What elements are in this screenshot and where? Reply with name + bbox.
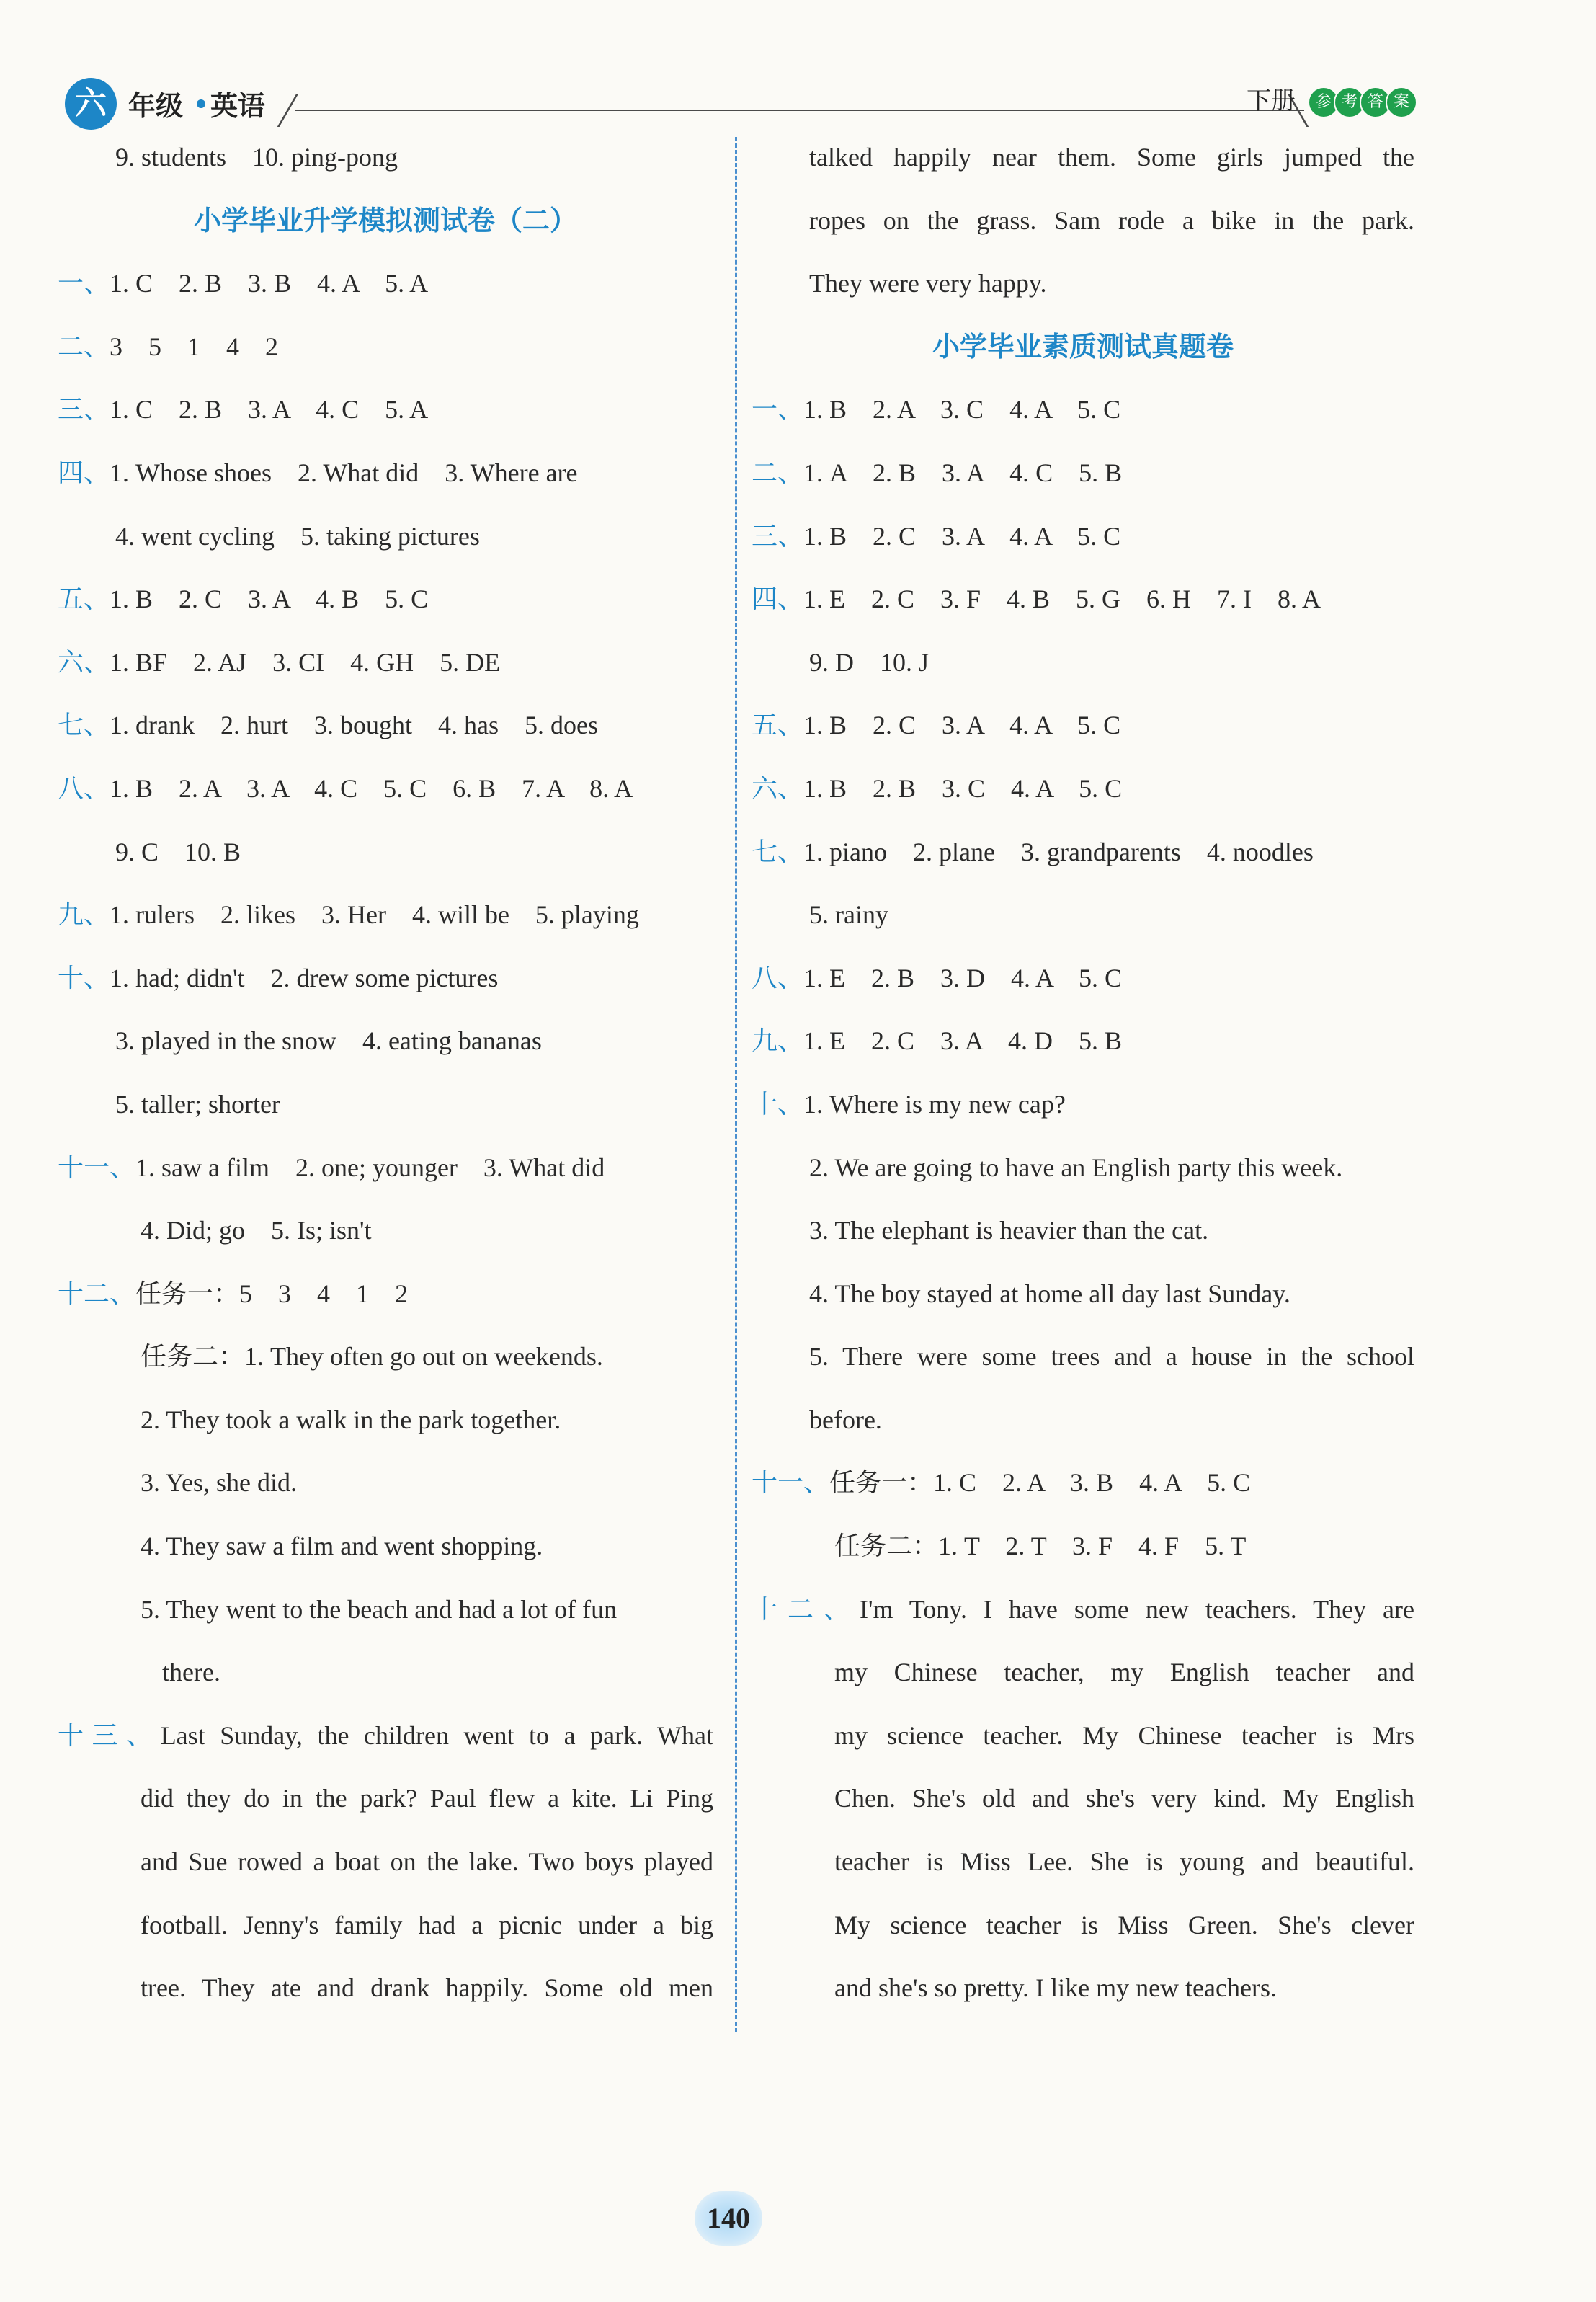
answer-badge-char: 参 bbox=[1308, 86, 1339, 118]
answer-line bbox=[58, 1641, 713, 1705]
answer-line bbox=[58, 252, 713, 316]
answer-badge-char: 案 bbox=[1386, 86, 1417, 118]
answer-line bbox=[752, 1831, 1414, 1894]
question-number: 九、 bbox=[752, 1026, 804, 1057]
answer-text: 1. B 2. C 3. A 4. A 5. C bbox=[803, 711, 1121, 740]
question-number: 八、 bbox=[752, 963, 804, 993]
answer-text: 3 5 1 4 2 bbox=[110, 332, 279, 361]
answer-text: talked happily near them. Some girls jumped the bbox=[809, 143, 1414, 172]
answer-text: 9. D 10. J bbox=[809, 647, 929, 677]
answer-text: 3. played in the snow 4. eating bananas bbox=[115, 1026, 542, 1056]
answer-line bbox=[58, 1389, 713, 1452]
answer-line bbox=[752, 568, 1414, 631]
question-number: 十、 bbox=[752, 1089, 804, 1119]
question-number: 一、 bbox=[58, 269, 110, 299]
answer-text: tree. They ate and drank happily. Some old men bbox=[141, 1973, 713, 2003]
answer-line bbox=[752, 1452, 1414, 1515]
answer-line bbox=[752, 1263, 1414, 1326]
answer-text: 1. Whose shoes 2. What did 3. Where are bbox=[110, 458, 578, 487]
answer-text: 1. A 2. B 3. A 4. C 5. B bbox=[803, 458, 1123, 487]
answer-line bbox=[58, 442, 713, 505]
answer-line bbox=[58, 1325, 713, 1389]
question-number: 十、 bbox=[58, 963, 110, 993]
answer-line bbox=[58, 1137, 713, 1200]
answer-text: 任务二：1. They often go out on weekends. bbox=[141, 1342, 603, 1372]
answer-line bbox=[752, 1515, 1414, 1578]
question-number: 十二、 bbox=[58, 1279, 136, 1309]
answer-text: there. bbox=[162, 1658, 220, 1687]
answer-line bbox=[58, 821, 713, 884]
answer-line bbox=[752, 1073, 1414, 1137]
answer-line bbox=[752, 757, 1414, 821]
answer-line bbox=[752, 1641, 1414, 1705]
question-number: 六、 bbox=[58, 647, 110, 677]
answer-text: 2. They took a walk in the park together. bbox=[141, 1405, 561, 1434]
page-number: 140 bbox=[695, 2191, 762, 2246]
answer-text: 4. went cycling 5. taking pictures bbox=[115, 521, 480, 551]
answer-text: 3. The elephant is heavier than the cat. bbox=[809, 1216, 1209, 1245]
grade-label: 年级 bbox=[128, 90, 184, 122]
answer-line bbox=[752, 1199, 1414, 1263]
answer-line bbox=[752, 1137, 1414, 1200]
question-number: 八、 bbox=[58, 773, 110, 804]
answer-line bbox=[752, 252, 1414, 316]
answer-text: before. bbox=[809, 1405, 882, 1434]
question-number: 九、 bbox=[58, 900, 110, 930]
answer-line bbox=[58, 1894, 713, 1957]
answer-text: Chen. She's old and she's very kind. My English bbox=[834, 1784, 1414, 1813]
question-number: 三、 bbox=[752, 521, 804, 551]
answer-text: 1. piano 2. plane 3. grandparents 4. noodles bbox=[803, 837, 1314, 866]
answer-line bbox=[58, 1263, 713, 1326]
answer-text: 1. rulers 2. likes 3. Her 4. will be 5. playing bbox=[110, 900, 639, 930]
answer-line bbox=[58, 126, 713, 190]
answer-text: 1. saw a film 2. one; younger 3. What did bbox=[135, 1152, 605, 1182]
answer-text: 9. C 10. B bbox=[115, 837, 241, 866]
header-rule bbox=[295, 110, 1304, 111]
answer-line bbox=[58, 631, 713, 695]
answer-badge-char: 答 bbox=[1360, 86, 1391, 118]
question-number: 四、 bbox=[58, 458, 110, 488]
answer-line bbox=[58, 1073, 713, 1137]
question-number: 十三、 bbox=[58, 1720, 161, 1751]
answer-text: 3. Yes, she did. bbox=[141, 1468, 298, 1498]
answer-text: teacher is Miss Lee. She is young and beautiful. bbox=[834, 1847, 1414, 1877]
section-title: 小学毕业升学模拟测试卷（二） bbox=[193, 204, 577, 236]
answer-text: 5. taller; shorter bbox=[115, 1089, 280, 1119]
answer-text: 1. B 2. C 3. A 4. B 5. C bbox=[110, 585, 429, 614]
answer-line bbox=[752, 1578, 1414, 1642]
answer-line bbox=[752, 1010, 1414, 1073]
question-number: 四、 bbox=[752, 585, 804, 615]
answer-line bbox=[58, 1705, 713, 1768]
answer-text: 1. B 2. C 3. A 4. A 5. C bbox=[803, 521, 1121, 551]
question-number: 十一、 bbox=[752, 1468, 830, 1498]
answer-text: 4. Did; go 5. Is; isn't bbox=[141, 1216, 372, 1245]
answer-line bbox=[752, 126, 1414, 190]
answer-text: ropes on the grass. Sam rode a bike in the park. bbox=[809, 205, 1414, 235]
answer-text: football. Jenny's family had a picnic under a big bbox=[141, 1910, 713, 1939]
answer-line bbox=[58, 505, 713, 569]
answer-text: 1. E 2. B 3. D 4. A 5. C bbox=[803, 963, 1123, 992]
question-number: 三、 bbox=[58, 395, 110, 425]
answer-line bbox=[58, 1452, 713, 1515]
answer-text: 2. We are going to have an English party this week. bbox=[809, 1152, 1343, 1182]
answer-line bbox=[752, 1389, 1414, 1452]
answer-line bbox=[752, 947, 1414, 1010]
answer-text: my science teacher. My Chinese teacher is Mrs bbox=[834, 1720, 1414, 1750]
answer-line bbox=[58, 1831, 713, 1894]
answer-text: 1. B 2. A 3. A 4. C 5. C 6. B 7. A 8. A bbox=[110, 773, 633, 803]
answer-text: 1. E 2. C 3. A 4. D 5. B bbox=[803, 1026, 1123, 1056]
question-number: 七、 bbox=[58, 711, 110, 741]
answer-text: 9. students 10. ping-pong bbox=[115, 143, 398, 172]
answer-text: 1. E 2. C 3. F 4. B 5. G 6. H 7. I 8. A bbox=[803, 585, 1321, 614]
answer-line bbox=[58, 757, 713, 821]
subject-label: 英语 bbox=[210, 90, 266, 122]
question-number: 五、 bbox=[58, 585, 110, 615]
answer-line bbox=[752, 1767, 1414, 1831]
answer-line bbox=[752, 190, 1414, 253]
column-divider bbox=[735, 137, 737, 2032]
answer-key-badges bbox=[1308, 86, 1412, 118]
separator-dot-icon bbox=[197, 99, 205, 108]
question-number: 二、 bbox=[752, 458, 804, 488]
answer-text: 1. B 2. B 3. C 4. A 5. C bbox=[803, 773, 1123, 803]
answer-text: I'm Tony. I have some new teachers. They are bbox=[859, 1594, 1414, 1624]
answer-line bbox=[58, 1515, 713, 1578]
volume-label: 下册 bbox=[1247, 86, 1296, 115]
answer-text: and she's so pretty. I like my new teachers. bbox=[834, 1973, 1277, 2003]
right-column bbox=[752, 126, 1414, 2020]
answer-line bbox=[58, 316, 713, 379]
answer-text: 任务一：5 3 4 1 2 bbox=[135, 1279, 409, 1308]
answer-line bbox=[752, 821, 1414, 884]
answer-line bbox=[58, 1010, 713, 1073]
answer-text: Last Sunday, the children went to a park. What bbox=[160, 1720, 713, 1750]
answer-text: 5. rainy bbox=[809, 900, 888, 930]
answer-line bbox=[58, 1199, 713, 1263]
answer-line bbox=[752, 505, 1414, 569]
answer-line bbox=[752, 378, 1414, 442]
answer-text: 4. They saw a film and went shopping. bbox=[141, 1532, 543, 1561]
answer-badge-char: 考 bbox=[1334, 86, 1365, 118]
question-number: 五、 bbox=[752, 711, 804, 741]
answer-text: 任务一：1. C 2. A 3. B 4. A 5. C bbox=[829, 1468, 1251, 1498]
answer-line bbox=[752, 694, 1414, 757]
answer-line bbox=[58, 568, 713, 631]
left-column bbox=[58, 126, 713, 2020]
answer-text: did they do in the park? Paul flew a kite. Li Ping bbox=[141, 1784, 713, 1813]
answer-line bbox=[752, 1705, 1414, 1768]
grade-badge: 六 bbox=[65, 78, 117, 130]
answer-line bbox=[752, 1325, 1414, 1389]
answer-text: 1. BF 2. AJ 3. CI 4. GH 5. DE bbox=[110, 647, 501, 677]
answer-line bbox=[58, 378, 713, 442]
answer-line bbox=[752, 884, 1414, 947]
answer-line bbox=[752, 1894, 1414, 1957]
answer-text: 1. had; didn't 2. drew some pictures bbox=[110, 963, 499, 992]
answer-text: 1. C 2. B 3. A 4. C 5. A bbox=[110, 395, 429, 425]
answer-line bbox=[752, 1957, 1414, 2020]
answer-text: 1. C 2. B 3. B 4. A 5. A bbox=[110, 269, 429, 298]
answer-line bbox=[58, 1767, 713, 1831]
answer-line bbox=[58, 947, 713, 1010]
question-number: 十一、 bbox=[58, 1152, 136, 1183]
question-number: 十二、 bbox=[752, 1594, 860, 1625]
answer-line bbox=[58, 1957, 713, 2020]
question-number: 六、 bbox=[752, 773, 804, 804]
answer-text: my Chinese teacher, my English teacher and bbox=[834, 1658, 1414, 1687]
answer-text: 4. The boy stayed at home all day last Sunday. bbox=[809, 1279, 1290, 1308]
answer-line bbox=[752, 442, 1414, 505]
answer-text: 5. They went to the beach and had a lot of fun bbox=[141, 1594, 618, 1624]
question-number: 一、 bbox=[752, 395, 804, 425]
answer-line bbox=[58, 884, 713, 947]
answer-text: 1. Where is my new cap? bbox=[803, 1089, 1066, 1119]
answer-line bbox=[58, 694, 713, 757]
section-title: 小学毕业素质测试真题卷 bbox=[932, 330, 1234, 363]
question-number: 七、 bbox=[752, 837, 804, 867]
answer-line bbox=[752, 631, 1414, 695]
answer-text: and Sue rowed a boat on the lake. Two boys played bbox=[141, 1847, 713, 1877]
answer-text: My science teacher is Miss Green. She's clever bbox=[834, 1910, 1414, 1939]
question-number: 二、 bbox=[58, 332, 110, 362]
answer-text: 任务二：1. T 2. T 3. F 4. F 5. T bbox=[834, 1532, 1247, 1561]
answer-line bbox=[58, 1578, 713, 1642]
answer-text: 1. drank 2. hurt 3. bought 4. has 5. does bbox=[110, 711, 598, 740]
answer-text: 1. B 2. A 3. C 4. A 5. C bbox=[803, 395, 1121, 425]
answer-text: They were very happy. bbox=[809, 269, 1047, 298]
answer-text: 5. There were some trees and a house in the school bbox=[809, 1342, 1414, 1372]
